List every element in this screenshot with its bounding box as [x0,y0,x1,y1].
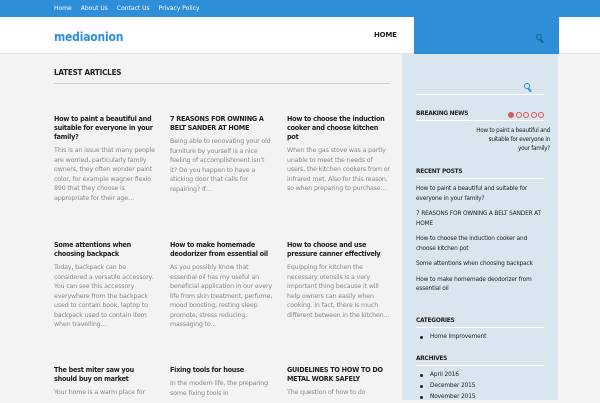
sidebar-search-input[interactable] [416,94,544,95]
article-title[interactable]: Fixing tools for house [170,365,244,374]
recent-posts-title: RECENT POSTS [416,167,463,175]
article-card [287,365,390,398]
archive-link[interactable]: April 2016 [420,370,475,381]
site-logo[interactable]: mediaonion [54,30,124,44]
section-divider [54,83,390,84]
search-icon[interactable] [524,83,533,92]
header-search [414,17,559,54]
breaking-news-title: BREAKING NEWS [416,109,469,117]
search-icon[interactable] [536,34,545,43]
article-excerpt: Your home is a warm place for [54,389,146,396]
article-title[interactable]: How to make homemade deodorizer from essential oil [170,240,268,258]
slider-dot[interactable] [516,112,522,118]
recent-post-link[interactable]: How to paint a beautiful and suitable for everyone in your family? [416,186,528,202]
widget-divider [416,365,544,366]
archive-link[interactable]: December 2015 [420,381,475,392]
recent-posts-list [416,185,548,301]
top-nav-home[interactable]: Home [54,5,72,12]
top-bar [0,0,600,17]
recent-post-link[interactable]: 7 REASONS FOR OWNING A BELT SANDER AT HOME [416,211,541,227]
article-card [170,114,273,194]
top-nav-about-us[interactable]: About Us [80,5,108,12]
article-title[interactable]: Some attentions when choosing backpack [54,240,132,258]
main-nav-home[interactable]: HOME [374,31,397,39]
categories-title: CATEGORIES [416,316,455,324]
article-excerpt: When the gas stove was a partly unable to meet the needs of users, the kitchen cookers from or infrared met. Also for this reason, so when preparing to purchase… [287,147,390,192]
article-excerpt: As you possibly know that essential oil has my useful an beneficial application in our every life from skin treatment, perfume, mood boosting, resting sleep promote, stress reducing, massaging to… [170,264,273,328]
article-title[interactable]: How to choose and use pressure canner effectively [287,240,381,258]
article-card [287,114,390,194]
widget-divider [416,120,544,121]
sidebar-search [402,54,558,96]
recent-post-link[interactable]: How to make homemade deodorizer from essential oil [416,276,532,292]
archive-link[interactable]: November 2015 [420,392,475,403]
article-excerpt: Equipping for kitchen the necessary utensils is a very important thing because it will help owners can easily when cooking. In fact, there is much different between in the kitchen… [287,264,390,319]
slider-dot[interactable] [531,112,537,118]
article-card [287,240,390,320]
slider-dot-active[interactable] [508,112,514,118]
article-card [54,240,157,330]
section-title: LATEST ARTICLES [54,68,122,77]
recent-post-link[interactable]: How to choose the induction cooker and choose kitchen pot [416,236,528,252]
article-excerpt: In the modern life, the preparing some fixing tools in [170,380,268,397]
breaking-news-story[interactable]: How to paint a beautiful and suitable for everyone in your family? [476,127,550,152]
archives-title: ARCHIVES [416,354,448,362]
categories-list [420,332,486,343]
top-nav-privacy-policy[interactable]: Privacy Policy [158,5,200,12]
header-search-input[interactable] [418,36,542,40]
archives-list [420,370,475,403]
slider-dots [508,112,546,118]
article-excerpt: Today, backpack can be considered a versatile accessory. You can see this accessory everywhere from the backpack used to contain book, laptop to backpack used to contain item when travelling… [54,264,154,328]
article-title[interactable]: The best miter saw you should buy on market [54,365,134,383]
article-excerpt: The question of how to do [287,389,366,396]
category-link[interactable]: Home Improvement [420,332,486,343]
widget-divider [416,178,544,179]
article-excerpt: This is an issue that many people are worried, particularly family owners, they often wonder paint color, for example wagner flexio 890 that they choose is appropriate for their age… [54,147,155,202]
article-card [54,365,157,398]
top-nav [54,0,209,17]
article-title[interactable]: How to choose the induction cooker and choose kitchen pot [287,114,385,141]
article-title[interactable]: 7 REASONS FOR OWNING A BELT SANDER AT HOME [170,114,264,132]
top-nav-contact-us[interactable]: Contact Us [116,5,150,12]
widget-divider [416,327,544,328]
recent-post-link[interactable]: Some attentions when choosing backpack [416,261,533,267]
article-card [54,114,157,203]
article-title[interactable]: How to paint a beautiful and suitable for everyone in your family? [54,114,153,141]
article-excerpt: Being able to renovating your old furniture by yourself is a nice feeling of accomplishment isn’t it? Do you happen to have a sticking door that calls for repairing? If… [170,138,271,193]
slider-dot[interactable] [523,112,529,118]
article-card [170,365,273,398]
slider-dot[interactable] [538,112,544,118]
article-card [170,240,273,330]
article-title[interactable]: GUIDELINES TO HOW TO DO METAL WORK SAFELY [287,365,383,383]
latest-articles-section [54,68,390,397]
